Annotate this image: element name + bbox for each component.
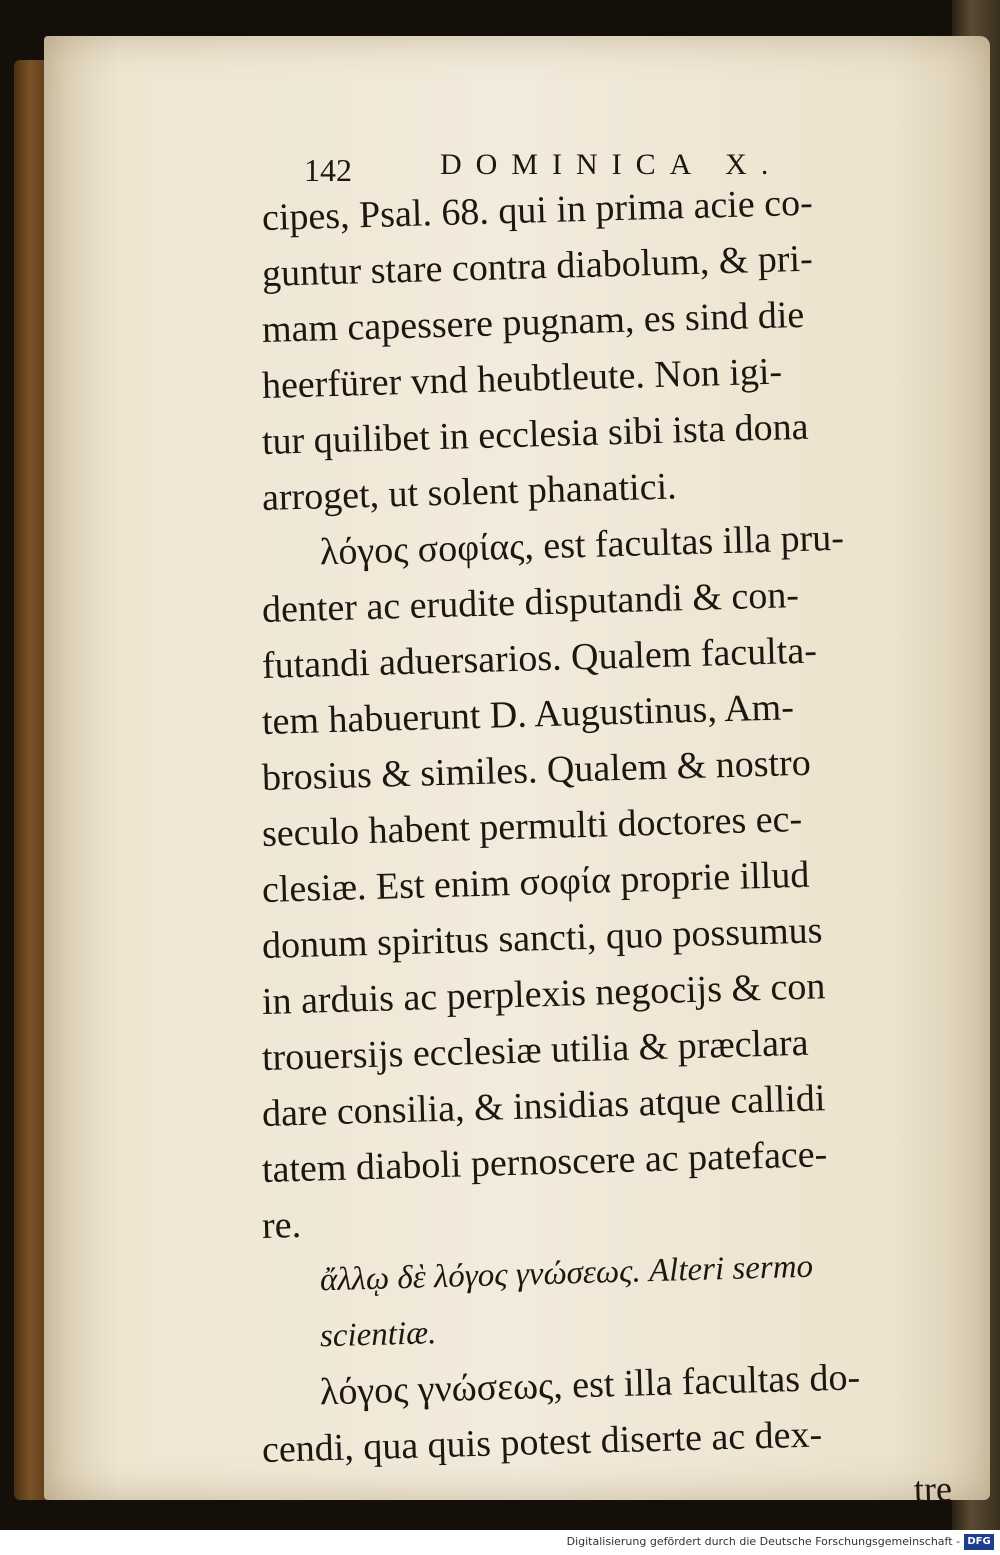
text-line: futandi aduersarios. Qualem faculta- [261, 629, 818, 687]
body-text [261, 181, 962, 1478]
running-title: DOMINICA X. [440, 148, 783, 181]
text-line: seculo habent permulti doctores ec- [261, 797, 803, 855]
text-line: ἄλλῳ δὲ λόγος γνώσεως. Alteri sermo [319, 1248, 814, 1299]
text-line: trouersijs ecclesiæ utilia & præclara [261, 1021, 809, 1079]
text-line: cendi, qua quis potest diserte ac dex- [261, 1413, 823, 1471]
text-line: arroget, ut solent phanatici. [261, 465, 678, 519]
text-line: denter ac erudite disputandi & con- [261, 574, 800, 631]
text-line: dare consilia, & insidias atque callidi [261, 1077, 826, 1135]
dfg-logo: DFG [964, 1534, 994, 1550]
text-block [262, 140, 962, 1518]
text-line: in arduis ac perplexis negocijs & con [261, 965, 826, 1023]
text-line: guntur stare contra diabolum, & pri- [261, 237, 814, 295]
text-line: λόγος γνώσεως, est illa facultas do- [319, 1356, 861, 1414]
text-line: λόγος σοφίας, est facultas illa pru- [319, 516, 845, 574]
text-line: mam capessere pugnam, es sind die [261, 293, 805, 351]
text-line: tatem diaboli pernoscere ac pateface- [261, 1133, 828, 1191]
text-line: tur quilibet in ecclesia sibi ista dona [261, 405, 810, 463]
text-line: tem habuerunt D. Augustinus, Am- [261, 686, 795, 743]
page-number: 142 [304, 152, 352, 188]
text-line: brosius & similes. Qualem & nostro [261, 741, 812, 799]
text-line: scientiæ. [319, 1315, 437, 1355]
footer-credit: Digitalisierung gefördert durch die Deutsche Forschungsgemeinschaft - [566, 1535, 960, 1548]
text-line: heerfürer vnd heubtleute. Non igi- [261, 350, 783, 407]
text-line: donum spiritus sancti, quo possumus [261, 909, 823, 967]
footer-bar [0, 1530, 1000, 1555]
text-line: re. [261, 1203, 302, 1247]
catchword: tre [913, 1468, 953, 1510]
text-line: clesiæ. Est enim σοφία proprie illud [261, 853, 810, 911]
text-line: cipes, Psal. 68. qui in prima acie co- [261, 181, 814, 239]
